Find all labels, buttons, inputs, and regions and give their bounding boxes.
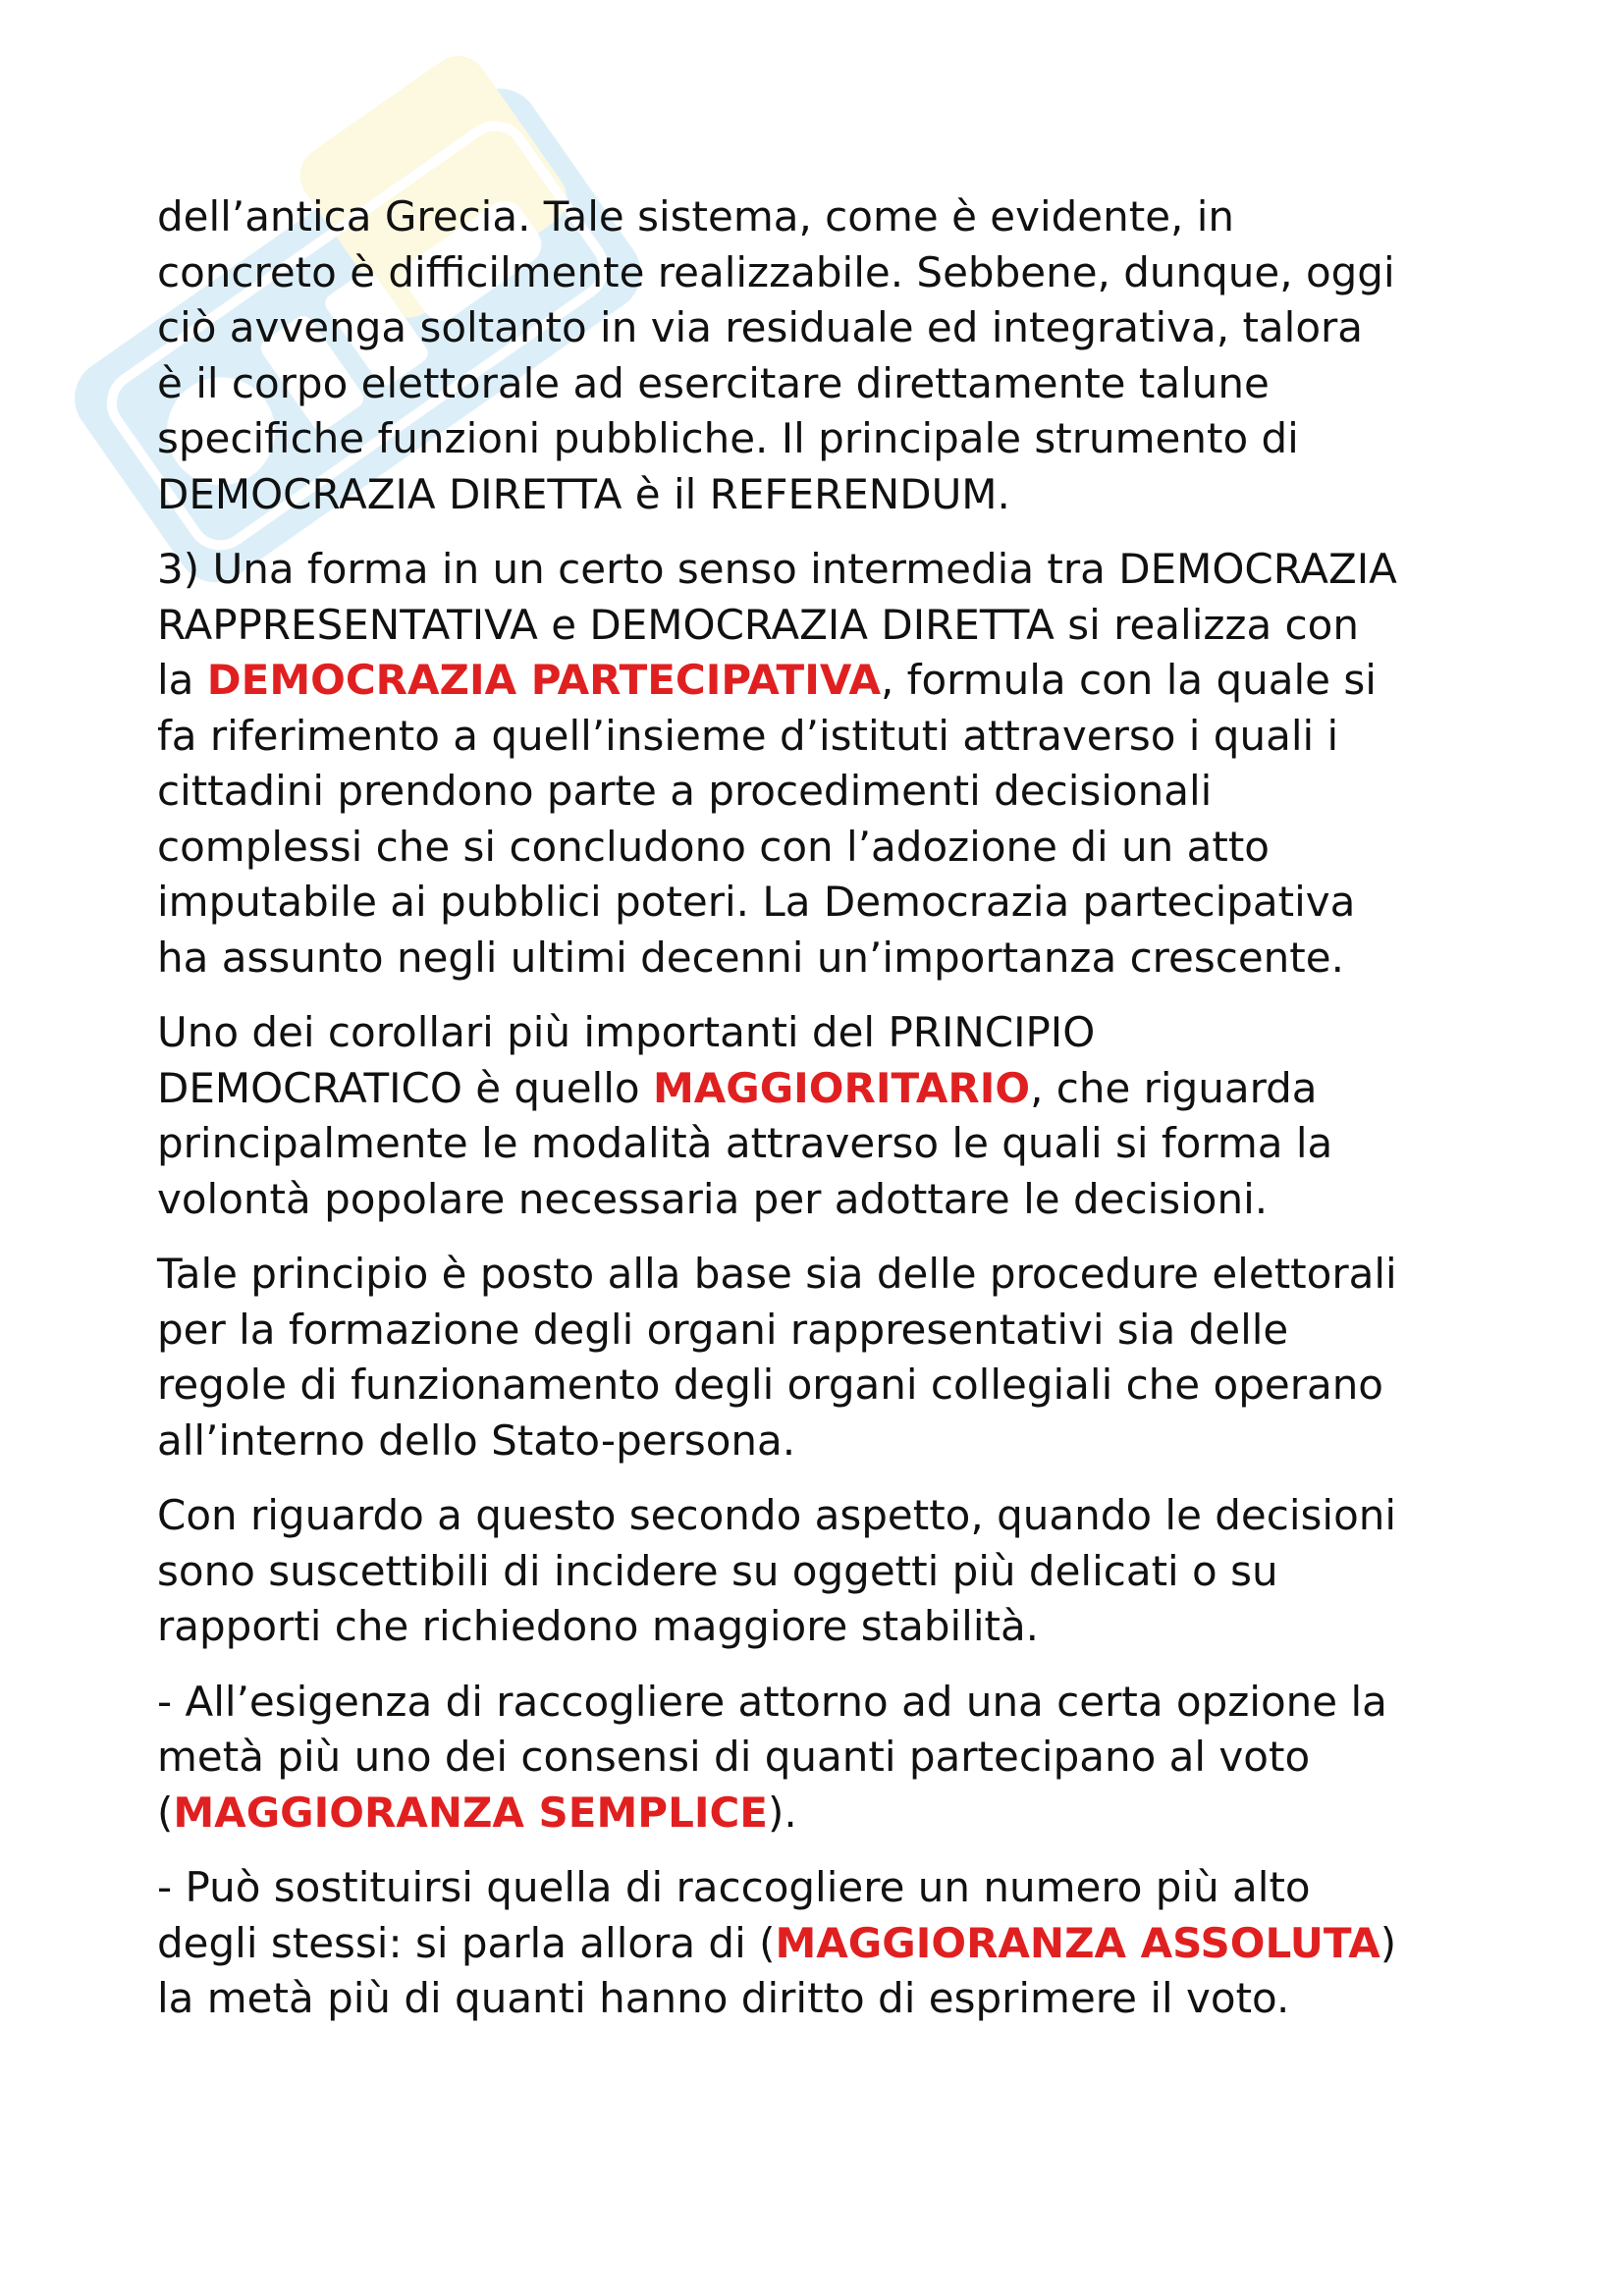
paragraph-2-text-before: 3) Una forma in un certo senso intermedia tra DEMOCRAZIA RAPPRESENTATIVA e DEMOCRAZIA DIRETTA si realizza con la [157,545,1397,704]
highlight-maggioranza-semplice: MAGGIORANZA SEMPLICE [173,1788,768,1837]
highlight-maggioranza-assoluta: MAGGIORANZA ASSOLUTA [775,1918,1380,1967]
paragraph-3-text-after: , che riguarda principalmente le modalità attraverso le quali si forma la volontà popolare necessaria per adottare le decisioni. [157,1063,1333,1223]
paragraph-4: Tale principio è posto alla base sia delle procedure elettorali per la formazione degli organi rappresentativi sia delle regole di funzionamento degli organi collegiali che operano all’interno dello Stato-persona. [157,1250,1397,1465]
paragraph-6 [157,1675,1492,1842]
paragraph-1: dell’antica Grecia. Tale sistema, come è evidente, in concreto è difficilmente realizzabile. Sebbene, dunque, oggi ciò avvenga soltanto in via residuale ed integrativa, talora è il corpo elettorale ad esercitare direttamente talune specifiche funzioni pubbliche. Il principale strumento di DEMOCRAZIA DIRETTA è il REFERENDUM. [157,192,1395,518]
paragraph-7-text-before: - Può sostituirsi quella di raccogliere un numero più alto degli stessi: si parla allora di ( [157,1863,1311,1967]
highlight-democrazia-partecipativa: DEMOCRAZIA PARTECIPATIVA [206,656,881,704]
paragraph-2 [157,542,1492,986]
document-body [157,189,1492,2047]
paragraph-6-text-before: - All’esigenza di raccogliere attorno ad una certa opzione la metà più uno dei consensi di quanti partecipano al voto ( [157,1677,1387,1837]
paragraph-2-text-after: , formula con la quale si fa riferimento a quell’insieme d’istituti attraverso i quali i cittadini prendono parte a procedimenti decisionali complessi che si concludono con l’adozione di un atto imputabile ai pubblici poteri. La Democrazia partecipativa ha assunto negli ultimi decenni un’importanza crescente. [157,656,1377,982]
paragraph-6-text-after: ). [767,1788,797,1837]
paragraph-3 [157,1005,1492,1227]
paragraph-7-text-after: ) la metà più di quanti hanno diritto di esprimere il voto. [157,1918,1397,2022]
paragraph-3-text-before: Uno dei corollari più importanti del PRINCIPIO DEMOCRATICO è quello [157,1008,1096,1112]
paragraph-5: Con riguardo a questo secondo aspetto, quando le decisioni sono suscettibili di incidere su oggetti più delicati o su rapporti che richiedono maggiore stabilità. [157,1491,1397,1650]
highlight-maggioritario: MAGGIORITARIO [652,1063,1031,1112]
paragraph-7 [157,1860,1492,2027]
